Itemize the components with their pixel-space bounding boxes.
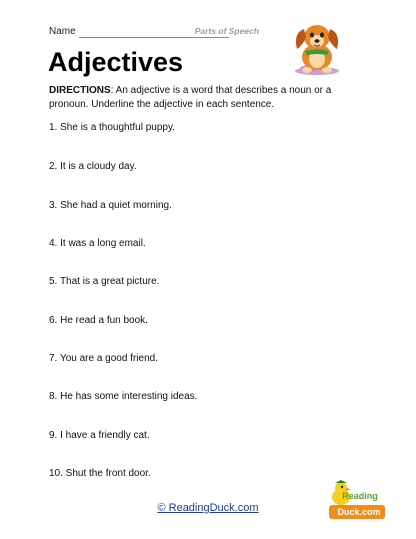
sentence-item: 9. I have a friendly cat. bbox=[49, 430, 150, 441]
page-title: Adjectives bbox=[48, 47, 184, 77]
sentence-item: 8. He has some interesting ideas. bbox=[49, 391, 198, 402]
sentence-item: 4. It was a long email. bbox=[49, 238, 146, 249]
name-line bbox=[79, 37, 229, 38]
readingduck-link[interactable]: © ReadingDuck.com bbox=[157, 502, 259, 514]
sentence-item: 1. She is a thoughtful puppy. bbox=[49, 122, 176, 133]
sentence-item: 7. You are a good friend. bbox=[49, 353, 158, 364]
sentence-item: 2. It is a cloudy day. bbox=[49, 161, 137, 172]
directions-label: DIRECTIONS bbox=[49, 85, 111, 96]
directions-text: : An adjective is a word that describes a noun or a pronoun. Underline the adjective in each sentence. bbox=[49, 85, 332, 110]
sentence-item: 5. That is a great picture. bbox=[49, 276, 160, 287]
sentence-item: 10. Shut the front door. bbox=[49, 468, 151, 479]
directions bbox=[49, 84, 369, 112]
readingduck-logo bbox=[327, 479, 387, 521]
logo-word-reading: Reading bbox=[342, 491, 378, 501]
worksheet-category: Parts of Speech bbox=[194, 26, 259, 36]
logo-word-duck: Duck.com bbox=[337, 507, 381, 517]
sentence-item: 6. He read a fun book. bbox=[49, 315, 148, 326]
name-row bbox=[49, 26, 259, 40]
puppy-illustration bbox=[287, 15, 349, 77]
sentence-item: 3. She had a quiet morning. bbox=[49, 200, 172, 211]
name-label: Name bbox=[49, 26, 76, 37]
